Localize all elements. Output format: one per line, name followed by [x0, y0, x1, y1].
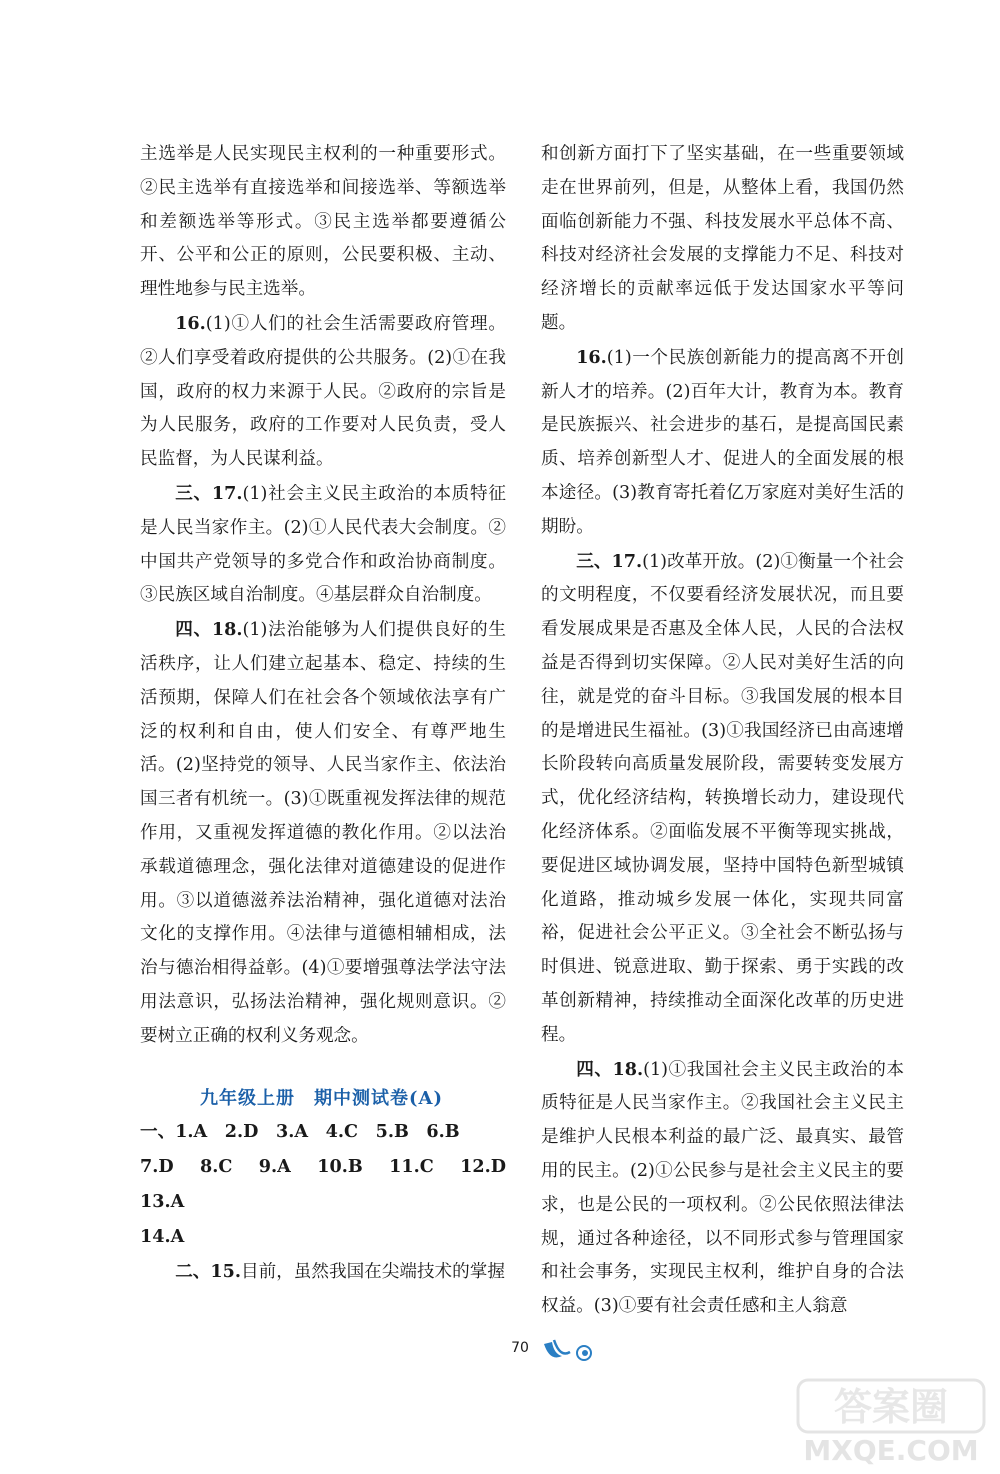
answer-text: 目前，虽然我国在尖端技术的掌握 — [241, 1261, 505, 1282]
right-paragraph-1: 和创新方面打下了坚实基础，在一些重要领域走在世界前列，但是，从整体上看，我国仍然面临创新能力不强、科技发展水平总体不高、科技对经济社会发展的支撑能力不足、科技对经济增长的贡献率远低于发达国家水平等问题。 — [541, 144, 904, 333]
left-paragraph-18 — [140, 613, 506, 1053]
answer-text: (1)一个民族创新能力的提高离不开创新人才的培养。(2)百年大计，教育为本。教育是民族振兴、社会进步的基石，是提高国民素质、培养创新型人才、促进人的全面发展的根本途径。(3)教育寄托着亿万家庭对美好生活的期盼。 — [541, 347, 904, 537]
right-column — [541, 138, 904, 1324]
question-number: 18. — [612, 1058, 644, 1080]
mc-answers: 一、1.A 2.D 3.A 4.C 5.B 6.B — [140, 1121, 460, 1143]
section-prefix: 三、 — [175, 482, 212, 504]
answer-text: (1)①我国社会主义民主政治的本质特征是人民当家作主。②我国社会主义民主是维护人民根本利益的最广泛、最真实、最管用的民主。(2)①公民参与是社会主义民主的要求，也是公民的一项权利。②公民依照法律法规，通过各种途径，以不同形式参与管理国家和社会事务，实现民主权利，维护自身的合法权益。(3)①要有社会责任感和主人翁意 — [541, 1059, 904, 1317]
answer-text: (1)社会主义民主政治的本质特征是人民当家作主。(2)①人民代表大会制度。②中国共产党领导的多党合作和政治协商制度。③民族区域自治制度。④基层群众自治制度。 — [140, 483, 506, 606]
mc-answers-row-2 — [140, 1150, 524, 1220]
watermark-logo — [796, 1376, 986, 1466]
left-paragraph-16 — [140, 307, 506, 477]
watermark-url: MXQE.COM — [803, 1434, 979, 1466]
answer-text: (1)①人们的社会生活需要政府管理。②人们享受着政府提供的公共服务。(2)①在我国，政府的权力来源于人民。②政府的宗旨是为人民服务，政府的工作要对人民负责，受人民监督，为人民谋利益。 — [140, 313, 506, 470]
page-number: 70 — [511, 1340, 529, 1356]
wave-logo-icon — [540, 1336, 612, 1364]
right-paragraph-18 — [541, 1053, 904, 1324]
section-title: 九年级上册 期中测试卷(A) — [200, 1087, 443, 1109]
section-prefix: 二、 — [175, 1260, 211, 1282]
section-prefix: 四、 — [576, 1058, 613, 1080]
answer-text: (1)改革开放。(2)①衡量一个社会的文明程度，不仅要看经济发展状况，而且要看发展成果是否惠及全体人民，人民的合法权益是否得到切实保障。②人民对美好生活的向往，就是党的奋斗目标。③我国发展的根本目的是增进民生福祉。(3)①我国经济已由高速增长阶段转向高质量发展阶段，需要转变发展方式，优化经济结构，转换增长动力，建设现代化经济体系。②面临发展不平衡等现实挑战，要促进区域协调发展，坚持中国特色新型城镇化道路，推动城乡发展一体化，实现共同富裕，促进社会公平正义。③全社会不断弘扬与时俱进、锐意进取、勤于探索、勇于实践的改革创新精神，持续推动全面深化改革的历史进程。 — [541, 551, 904, 1045]
watermark-text: 答案圈 — [833, 1385, 949, 1429]
question-number: 16. — [175, 312, 206, 334]
question-number: 17. — [211, 482, 243, 504]
question-number: 16. — [576, 346, 607, 368]
answer-text: (1)法治能够为人们提供良好的生活秩序，让人们建立起基本、稳定、持续的生活预期，保障人们在社会各个领域依法享有广泛的权利和自由，使人们安全、有尊严地生活。(2)坚持党的领导、人民当家作主、依法治国三者有机统一。(3)①既重视发挥法律的规范作用，又重视发挥道德的教化作用。②以法治承载道德理念，强化法律对道德建设的促进作用。③以道德滋养法治精神，强化道德对法治文化的支撑作用。④法律与道德相辅相成，法治与德治相得益彰。(4)①要增强尊法学法守法用法意识，弘扬法治精神，强化规则意识。②要树立正确的权利义务观念。 — [140, 620, 506, 1046]
question-number: 18. — [211, 619, 243, 641]
section-prefix: 四、 — [175, 619, 212, 641]
left-paragraph-1: 主选举是人民实现民主权利的一种重要形式。②民主选举有直接选举和间接选举、等额选举和差额选举等形式。③民主选举都要遵循公开、公平和公正的原则，公民要积极、主动、理性地参与民主选举。 — [140, 144, 506, 300]
question-number: 17. — [611, 550, 643, 572]
left-column — [140, 138, 524, 1289]
left-paragraph-17 — [140, 477, 506, 613]
mc-answers: 7.D 8.C 9.A 10.B 11.C 12.D 13.A — [140, 1156, 524, 1212]
mc-answers-row-1 — [140, 1115, 506, 1150]
left-paragraph-15 — [140, 1255, 506, 1290]
mc-answers-row-3 — [140, 1220, 506, 1255]
right-paragraph-17 — [541, 545, 904, 1053]
section-prefix: 三、 — [576, 550, 612, 572]
mc-answers: 14.A — [140, 1225, 185, 1247]
question-number: 15. — [210, 1260, 241, 1282]
right-paragraph-16 — [541, 341, 904, 545]
